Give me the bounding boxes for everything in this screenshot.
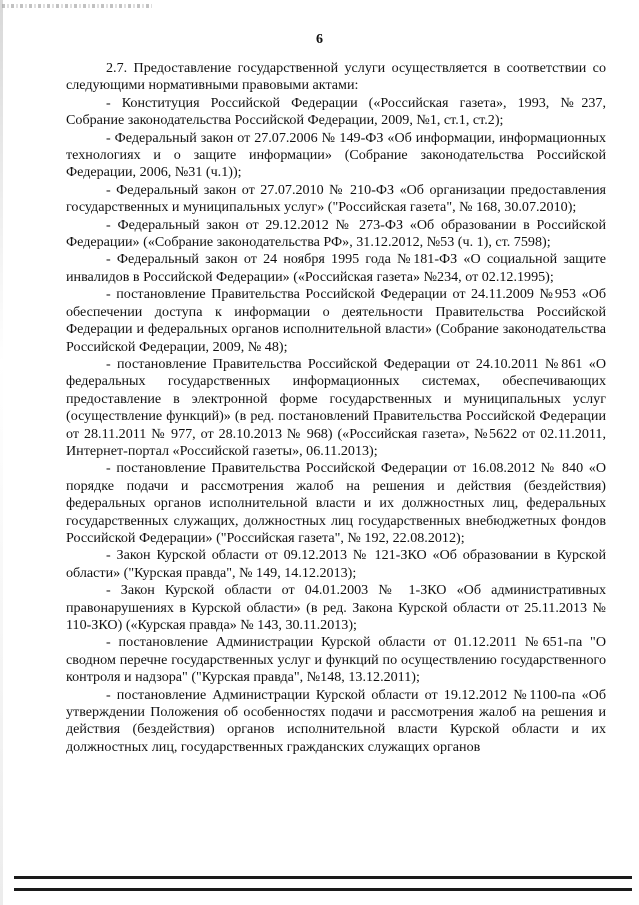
list-item-decree-861: - постановление Правительства Российской Федерации от 24.10.2011 №861 «О федеральных государственных информационных системах, обеспечивающих предоставление в электронной форме государственных и муниципальных услуг (осуществление функций)» (в ред. постановлений Правительства Российской Федерации от 28.11.2011 № 977, от 28.10.2013 № 968) («Российская газета», №5622 от 02.11.2011, Интернет-портал «Российской газеты», 06.11.2013); [66,355,606,459]
list-item-decree-1100: - постановление Администрации Курской области от 19.12.2012 №1100-па «Об утверждении Положения об особенностях подачи и рассмотрения жалоб на решения и действия (бездействия) органов исполнительной власти Курской области и их должностных лиц, государственных гражданских служащих органов [66,686,606,755]
list-item-fz-181: - Федеральный закон от 24 ноября 1995 года №181-ФЗ «О социальной защите инвалидов в Российской Федерации» («Российская газета» №234, от 02.12.1995); [66,251,606,285]
page-bottom-rule [14,876,632,879]
list-item-fz-273: - Федеральный закон от 29.12.2012 № 273-ФЗ «Об образовании в Российской Федерации» («Собрание законодательства РФ», 31.12.2012, №53 (ч. 1), ст. 7598); [66,216,606,251]
list-item-constitution: - Конституция Российской Федерации («Российская газета», 1993, №237, Собрание законодательства Российской Федерации, 2009, №1, ст.1, ст.2); [66,94,606,129]
list-item-decree-840: - постановление Правительства Российской Федерации от 16.08.2012 № 840 «О порядке подачи и рассмотрения жалоб на решения и действия (бездействия) федеральных органов исполнительной власти и их должностных лиц, федеральных государственных служащих, должностных лиц государственных внебюджетных фондов Российской Федерации» ("Российская газета", № 192, 22.08.2012); [66,460,606,546]
document-body [66,60,606,756]
paragraph-section-2-7: 2.7. Предоставление государственной услуги осуществляется в соответствии со следующими нормативными правовыми актами: [66,60,606,94]
page-bottom-rule-second [14,888,632,891]
list-item-fz-149: - Федеральный закон от 27.07.2006 № 149-ФЗ «Об информации, информационных технологиях и о защите информации» (Собрание законодательства Российской Федерации, 2006, №31 (ч.1)); [66,129,606,181]
list-item-zko-121: - Закон Курской области от 09.12.2013 № 121-ЗКО «Об образовании в Курской области» ("Курская правда", № 149, 14.12.2013); [66,547,606,581]
scan-edge [0,0,3,905]
page-number: 6 [316,32,323,47]
list-item-decree-651: - постановление Администрации Курской области от 01.12.2011 №651-па "О сводном перечне государственных услуг и функций по осуществлению государственного контроля и надзора" ("Курская правда", №148, 13.12.2011); [66,634,606,686]
list-item-zko-1: - Закон Курской области от 04.01.2003 № 1-ЗКО «Об административных правонарушениях в Курской области» (в ред. Закона Курской области от 25.11.2013 № 110-ЗКО) («Курская правда» № 143, 30.11.2013); [66,582,606,633]
list-item-decree-953: - постановление Правительства Российской Федерации от 24.11.2009 №953 «Об обеспечении доступа к информации о деятельности Правительства Российской Федерации и федеральных органов исполнительной власти» (Собрание законодательства Российской Федерации, 2009, № 48); [66,286,606,355]
list-item-fz-210: - Федеральный закон от 27.07.2010 № 210-ФЗ «Об организации предоставления государственных и муниципальных услуг» ("Российская газета", № 168, 30.07.2010); [66,181,606,216]
scan-artifact [2,4,152,8]
